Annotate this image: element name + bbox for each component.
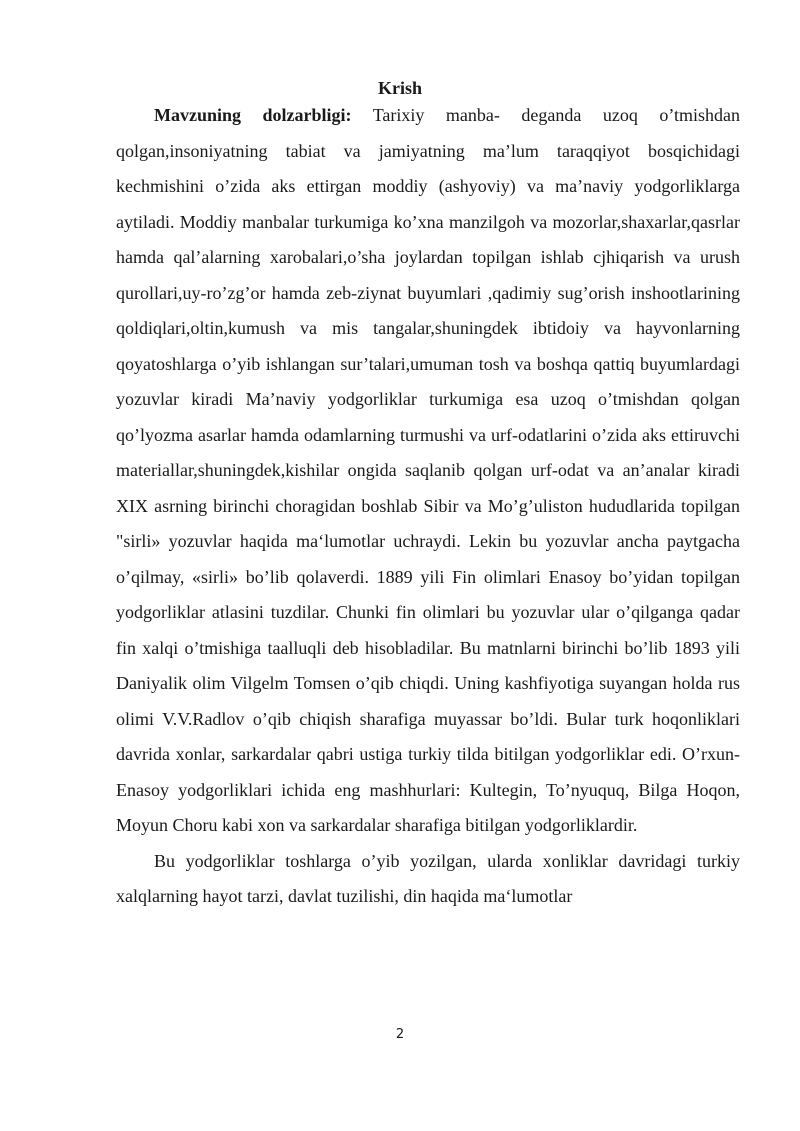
page-number: 2 bbox=[395, 1027, 405, 1042]
page-title: Krish bbox=[377, 78, 422, 98]
body-text bbox=[116, 98, 740, 915]
paragraph-text: Bu yodgorliklar toshlarga o’yib yozilgan, ularda xonliklar davridagi turkiy xalqlarning hayot tarzi, davlat tuzilishi, din haqida ma‘lumotlar bbox=[116, 850, 740, 906]
paragraph-1 bbox=[116, 98, 740, 844]
paragraph-text: Tarixiy manba- deganda uzoq o’tmishdan qolgan,insoniyatning tabiat va jamiyatning ma’lum taraqqiyot bosqichidagi kechmishini o’zida aks ettirgan moddiy (ashyoviy) va ma’naviy yodgorliklarga aytiladi. Moddiy manbalar turkumiga ko’xna manzilgoh va mozorlar,shaxarlar,qasrlar hamda qal’alarning xarobalari,o’sha joylardan topilgan ishlab cjhiqarish va urush qurollari,uy-ro’zg’or hamda zeb-ziynat buyumlari ,qadimiy sug’orish inshootlarining qoldiqlari,oltin,kumush va mis tangalar,shuningdek ibtidoiy va hayvonlarning qoyatoshlarga o’yib ishlangan sur’talari,umuman tosh va boshqa qattiq buyumlardagi yozuvlar kiradi Ma’naviy yodgorliklar turkumiga esa uzoq o’tmishdan qolgan qo’lyozma asarlar hamda odamlarning turmushi va urf-odatlarini o’zida aks ettiruvchi materiallar,shuningdek,kishilar ongida saqlanib qolgan urf-odat va an’analar kiradi XIX asrning birinchi choragidan boshlab Sibir va Mo’g’uliston hududlarida topilgan "sirli» yozuvlar haqida ma‘lumotlar uchraydi. Lekin bu yozuvlar ancha paytgacha o’qilmay, «sirli» bo’lib qolaverdi. 1889 yili Fin olimlari Enasoy bo’yidan topilgan yodgorliklar atlasini tuzdilar. Chunki fin olimlari bu yozuvlar ular o’qilganga qadar fin xalqi o’tmishiga taalluqli deb hisobladilar. Bu matnlarni birinchi bo’lib 1893 yili Daniyalik olim Vilgelm Tomsen o’qib chiqdi. Uning kashfiyotiga suyangan holda rus olimi V.V.Radlov o’qib chiqish sharafiga muyassar bo’ldi. Bular turk hoqonliklari davrida xonlar, sarkardalar qabri ustiga turkiy tilda bitilgan yodgorliklar edi. O’rxun-Enasoy yodgorliklari ichida eng mashhurlari: Kultegin, To’nyuquq, Bilga Hoqon, Moyun Choru kabi xon va sarkardalar sharafiga bitilgan yodgorliklardir. bbox=[116, 105, 740, 835]
paragraph-2 bbox=[116, 844, 740, 915]
paragraph-lead: Mavzuning dolzarbligi: bbox=[154, 105, 352, 125]
